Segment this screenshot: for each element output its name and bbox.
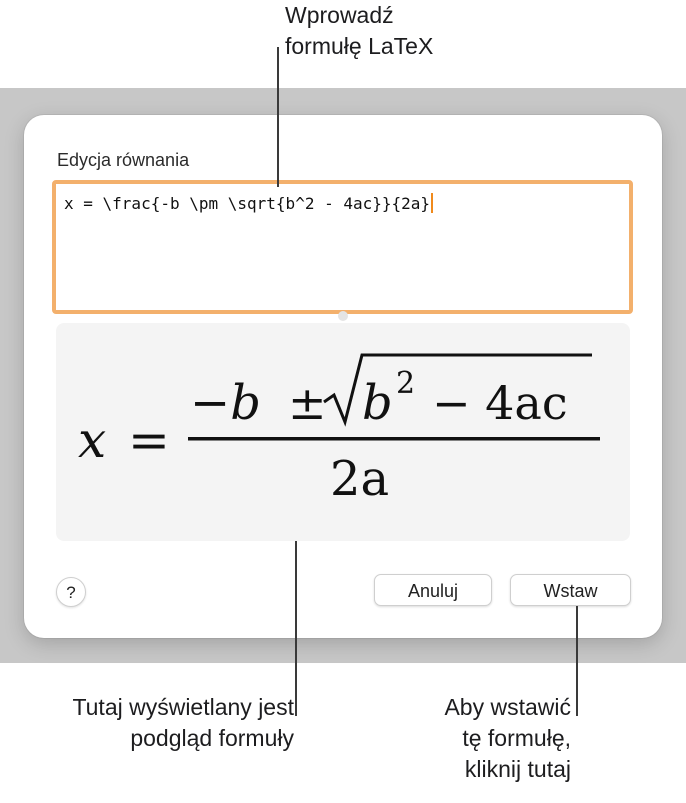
dialog-title: Edycja równania — [57, 150, 190, 170]
annotation-latex-input — [285, 0, 433, 62]
formula-preview — [56, 323, 630, 541]
formula-plus-minus: ± — [288, 376, 327, 430]
annotation-line: Aby wstawić — [444, 694, 571, 720]
text-caret — [431, 193, 433, 213]
annotation-insert — [378, 692, 571, 785]
formula-exponent: 2 — [396, 366, 416, 401]
callout-line-insert — [576, 606, 578, 716]
formula-minus-4ac: − 4ac — [432, 376, 568, 430]
formula-b: b — [362, 375, 393, 431]
insert-button[interactable]: Wstaw — [510, 574, 631, 606]
callout-line-input — [277, 47, 279, 187]
latex-input-text[interactable] — [64, 193, 433, 213]
latex-value: x = \frac{-b \pm \sqrt{b^2 - 4ac}}{2a} — [64, 194, 431, 213]
formula-lhs: x — [78, 411, 107, 469]
annotation-line: tę formułę, — [462, 725, 571, 751]
annotation-line: kliknij tutaj — [464, 756, 571, 782]
callout-line-preview — [295, 541, 297, 716]
fraction-bar — [188, 437, 600, 441]
resize-handle[interactable] — [338, 311, 348, 321]
annotation-line: formułę LaTeX — [285, 33, 434, 59]
annotation-preview — [0, 692, 294, 754]
annotation-line: Wprowadź — [285, 2, 394, 28]
help-button[interactable]: ? — [56, 577, 86, 607]
formula-neg-b: −b — [190, 375, 261, 431]
formula-equals: = — [128, 411, 170, 469]
formula-preview-render — [56, 323, 630, 541]
formula-denominator: 2a — [330, 451, 390, 507]
cancel-button[interactable]: Anuluj — [374, 574, 492, 606]
annotation-line: podgląd formuły — [130, 725, 294, 751]
annotation-line: Tutaj wyświetlany jest — [72, 694, 294, 720]
